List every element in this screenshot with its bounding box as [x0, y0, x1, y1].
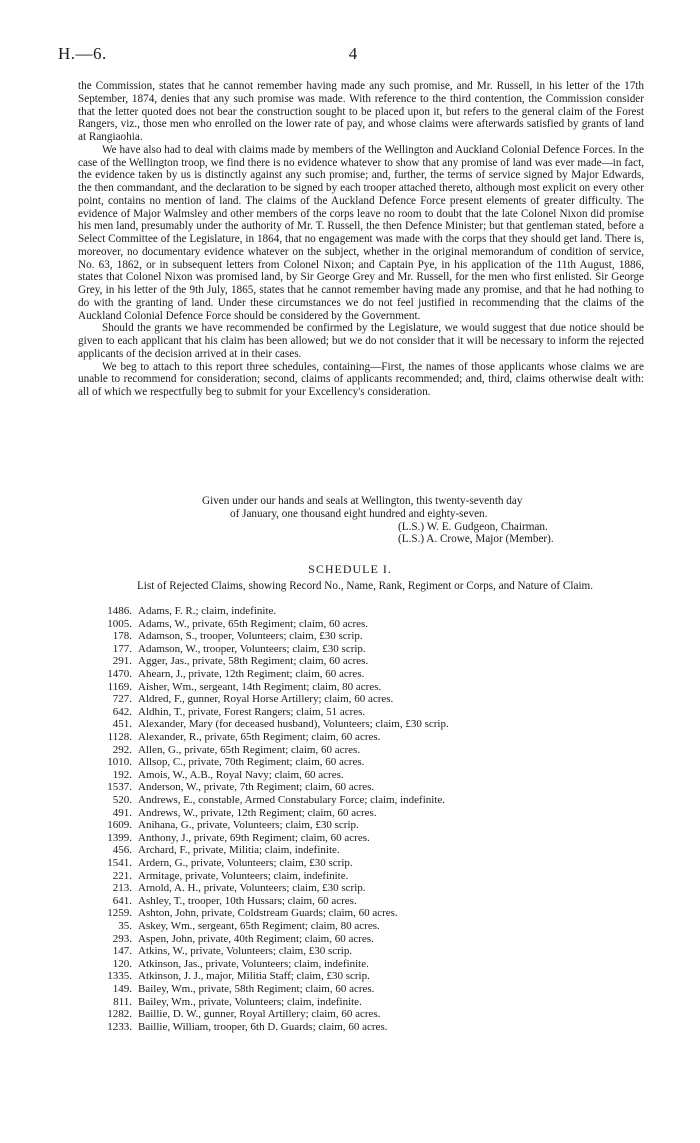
- claim-description: Alexander, Mary (for deceased husband), Volunteers; claim, £30 scrip.: [138, 718, 449, 731]
- claim-description: Armitage, private, Volunteers; claim, indefinite.: [138, 869, 349, 882]
- list-item: [0, 819, 700, 831]
- list-item: [0, 781, 700, 793]
- signer-member: (L.S.) A. Crowe, Major (Member).: [398, 533, 554, 546]
- claim-description: Aldhin, T., private, Forest Rangers; claim, 51 acres.: [138, 705, 366, 718]
- paragraph-2: We have also had to deal with claims made by members of the Wellington and Auckland Colonial Defence Forces. In the case of the Wellington troop, we find there is no evidence whatever to show that any promise of land was ever made—in fact, the evidence taken by us is distinctly against any such promise; and, further, the terms of service signed by Major Edwards, the then commandant, and the declaration to be signed by each trooper attached thereto, although most explicit on every other point, contains no mention of land. The claims of the Auckland Defence Force present elements of greater difficulty. The evidence of Major Walmsley and other members of the corps leave no room to doubt that the late Colonel Nixon did promise his men land, presumably under the authority of Mr. T. Russell, the then Defence Minister; but that gentleman stated, before a Select Committee of the Legislature, in 1864, that no engagement was made with the corps that they should get land. There is, moreover, no documentary evidence whatever on the subject, whether in the original memorandum of condition of service, No. 63, 1862, or in subsequent letters from Colonel Nixon; and Captain Pye, in his application of the 11th August, 1886, states that Colonel Nixon was promised land, by Sir George Grey and Mr. Russell, for the men who first enlisted. Sir George Grey, in his letter of the 9th July, 1865, states that he cannot remember having made any promise, and that he had nothing to do with the granting of land. Under these circumstances we do not feel justified in recommending that the claims of the Auckland Colonial Defence Force should be considered by the Government.: [78, 143, 644, 322]
- list-item: [0, 933, 700, 945]
- record-number: 149.: [112, 983, 132, 995]
- list-item: [0, 693, 700, 705]
- record-number: 642.: [112, 705, 132, 718]
- list-item: [0, 920, 700, 932]
- claim-description: Anderson, W., private, 7th Regiment; claim, 60 acres.: [138, 781, 375, 794]
- list-item: [0, 870, 700, 882]
- record-number: 1128.: [107, 731, 132, 743]
- claim-description: Baillie, D. W., gunner, Royal Artillery; claim, 60 acres.: [138, 1008, 381, 1021]
- signature-block: [202, 495, 622, 546]
- record-number: 1399.: [107, 831, 132, 844]
- list-item: [0, 832, 700, 844]
- claim-description: Agger, Jas., private, 58th Regiment; claim, 60 acres.: [138, 655, 369, 668]
- list-item: [0, 807, 700, 819]
- claim-description: Allen, G., private, 65th Regiment; claim, 60 acres.: [138, 743, 361, 756]
- record-number: 1233.: [107, 1020, 132, 1033]
- claim-description: Adamson, W., trooper, Volunteers; claim, £30 scrip.: [138, 642, 366, 655]
- list-item: [0, 731, 700, 743]
- claim-description: Aisher, Wm., sergeant, 14th Regiment; claim, 80 acres.: [138, 680, 382, 693]
- claim-description: Aspen, John, private, 40th Regiment; claim, 60 acres.: [138, 932, 374, 945]
- list-item: [0, 882, 700, 894]
- list-item: [0, 794, 700, 806]
- claim-description: Arnold, A. H., private, Volunteers; claim, £30 scrip.: [138, 882, 366, 895]
- record-number: 192.: [112, 768, 132, 781]
- paragraph-3: Should the grants we have recommended be confirmed by the Legislature, we would suggest that due notice should be given to each applicant that his claim has been allowed; but we do not consider that it will be necessary to inform the rejected applicants of the decision arrived at in their cases.: [78, 322, 644, 360]
- list-item: [0, 630, 700, 642]
- claim-description: Atkins, W., private, Volunteers; claim, £30 scrip.: [138, 945, 353, 958]
- claim-description: Ahearn, J., private, 12th Regiment; claim, 60 acres.: [138, 668, 365, 680]
- record-number: 178.: [112, 630, 132, 643]
- list-item: [0, 744, 700, 756]
- record-number: 641.: [112, 894, 132, 907]
- record-number: 1005.: [107, 617, 132, 630]
- list-item: [0, 857, 700, 869]
- record-number: 811.: [113, 995, 132, 1008]
- claim-description: Adams, F. R.; claim, indefinite.: [138, 605, 277, 617]
- list-item: [0, 655, 700, 667]
- list-item: [0, 844, 700, 856]
- list-item: [0, 945, 700, 957]
- claim-description: Atkinson, J. J., major, Militia Staff; claim, £30 scrip.: [138, 970, 370, 983]
- record-number: 1486.: [107, 605, 132, 617]
- record-number: 177.: [112, 642, 132, 655]
- record-number: 291.: [112, 655, 132, 668]
- list-item: [0, 1008, 700, 1020]
- schedule-caption: List of Rejected Claims, showing Record No., Name, Rank, Regiment or Corps, and Nature of Claim.: [136, 580, 594, 592]
- list-item: [0, 907, 700, 919]
- list-item: [0, 756, 700, 768]
- list-item: [0, 769, 700, 781]
- schedule-title: SCHEDULE I.: [308, 562, 392, 576]
- list-item: [0, 958, 700, 970]
- claim-description: Aldred, F., gunner, Royal Horse Artillery; claim, 60 acres.: [138, 693, 394, 706]
- record-number: 520.: [112, 794, 132, 806]
- signer-chairman: (L.S.) W. E. Gudgeon, Chairman.: [398, 520, 548, 533]
- claim-description: Andrews, W., private, 12th Regiment; claim, 60 acres.: [138, 806, 377, 819]
- claim-description: Bailey, Wm., private, 58th Regiment; claim, 60 acres.: [138, 983, 375, 995]
- list-item: [0, 970, 700, 982]
- record-number: 1541.: [107, 857, 132, 869]
- record-number: 147.: [112, 945, 132, 958]
- claim-description: Archard, F., private, Militia; claim, indefinite.: [138, 844, 340, 857]
- list-item: [0, 895, 700, 907]
- record-number: 1609.: [107, 819, 132, 832]
- paragraph-4: We beg to attach to this report three schedules, containing—First, the names of those applicants whose claims we are unable to recommend for consideration; second, claims of applicants recommended; and, third, claims otherwise dealt with: all of which we respectfully beg to submit for your Excellency's consideration.: [78, 360, 644, 398]
- record-number: 1335.: [107, 970, 132, 983]
- claim-description: Ardern, G., private, Volunteers; claim, £30 scrip.: [138, 857, 353, 869]
- record-number: 292.: [112, 743, 132, 756]
- claim-description: Amois, W., A.B., Royal Navy; claim, 60 acres.: [138, 768, 344, 781]
- page-header: [58, 44, 648, 68]
- record-number: 213.: [112, 882, 132, 895]
- list-item: [0, 643, 700, 655]
- record-number: 1537.: [107, 781, 132, 794]
- report-body: [78, 80, 644, 399]
- claim-description: Andrews, E., constable, Armed Constabulary Force; claim, indefinite.: [138, 794, 446, 806]
- claim-description: Bailey, Wm., private, Volunteers; claim, indefinite.: [138, 995, 362, 1008]
- claim-description: Adamson, S., trooper, Volunteers; claim, £30 scrip.: [138, 630, 363, 643]
- page-number: 4: [348, 44, 358, 63]
- paragraph-1: the Commission, states that he cannot remember having made any such promise, and Mr. Russell, in his letter of the 17th September, 1874, denies that any such promise was made. With reference to the third contention, the Commission consider that the letter quoted does not bear the construction sought to be placed upon it, but refers to the general claim of the Forest Rangers, viz., those men who enrolled on the lower rate of pay, and whose claims were afterwards satisfied by grants of land at Rangiaohia.: [78, 80, 644, 143]
- claim-description: Anthony, J., private, 69th Regiment; claim, 60 acres.: [138, 831, 370, 844]
- record-number: 456.: [112, 844, 132, 857]
- record-number: 1169.: [107, 680, 132, 693]
- list-item: [0, 681, 700, 693]
- record-number: 120.: [112, 957, 132, 970]
- list-item: [0, 706, 700, 718]
- claim-description: Adams, W., private, 65th Regiment; claim, 60 acres.: [138, 617, 369, 630]
- list-item: [0, 996, 700, 1008]
- record-number: 221.: [112, 869, 132, 882]
- record-number: 1470.: [107, 668, 132, 680]
- claim-description: Anihana, G., private, Volunteers; claim, £30 scrip.: [138, 819, 359, 832]
- record-number: 451.: [112, 718, 132, 731]
- list-item: [0, 605, 700, 617]
- record-number: 491.: [112, 806, 132, 819]
- record-number: 727.: [112, 693, 132, 706]
- list-item: [0, 668, 700, 680]
- list-item: [0, 618, 700, 630]
- record-number: 1259.: [107, 907, 132, 920]
- document-reference: H.—6.: [58, 44, 107, 63]
- list-item: [0, 983, 700, 995]
- claim-description: Baillie, William, trooper, 6th D. Guards; claim, 60 acres.: [138, 1020, 388, 1033]
- list-item: [0, 1021, 700, 1033]
- list-item: [0, 718, 700, 730]
- claim-description: Ashton, John, private, Coldstream Guards; claim, 60 acres.: [138, 907, 398, 920]
- record-number: 293.: [112, 932, 132, 945]
- claim-description: Ashley, T., trooper, 10th Hussars; claim, 60 acres.: [138, 894, 357, 907]
- claim-description: Alexander, R., private, 65th Regiment; claim, 60 acres.: [138, 731, 381, 743]
- claim-description: Atkinson, Jas., private, Volunteers; claim, indefinite.: [138, 957, 369, 970]
- record-number: 1010.: [107, 756, 132, 769]
- claim-description: Allsop, C., private, 70th Regiment; claim, 60 acres.: [138, 756, 365, 769]
- claim-description: Askey, Wm., sergeant, 65th Regiment; claim, 80 acres.: [138, 920, 380, 932]
- record-number: 35.: [118, 920, 132, 932]
- given-line-2: of January, one thousand eight hundred and eighty-seven.: [230, 507, 488, 520]
- record-number: 1282.: [107, 1008, 132, 1021]
- given-line-1: Given under our hands and seals at Wellington, this twenty-seventh day: [202, 495, 523, 507]
